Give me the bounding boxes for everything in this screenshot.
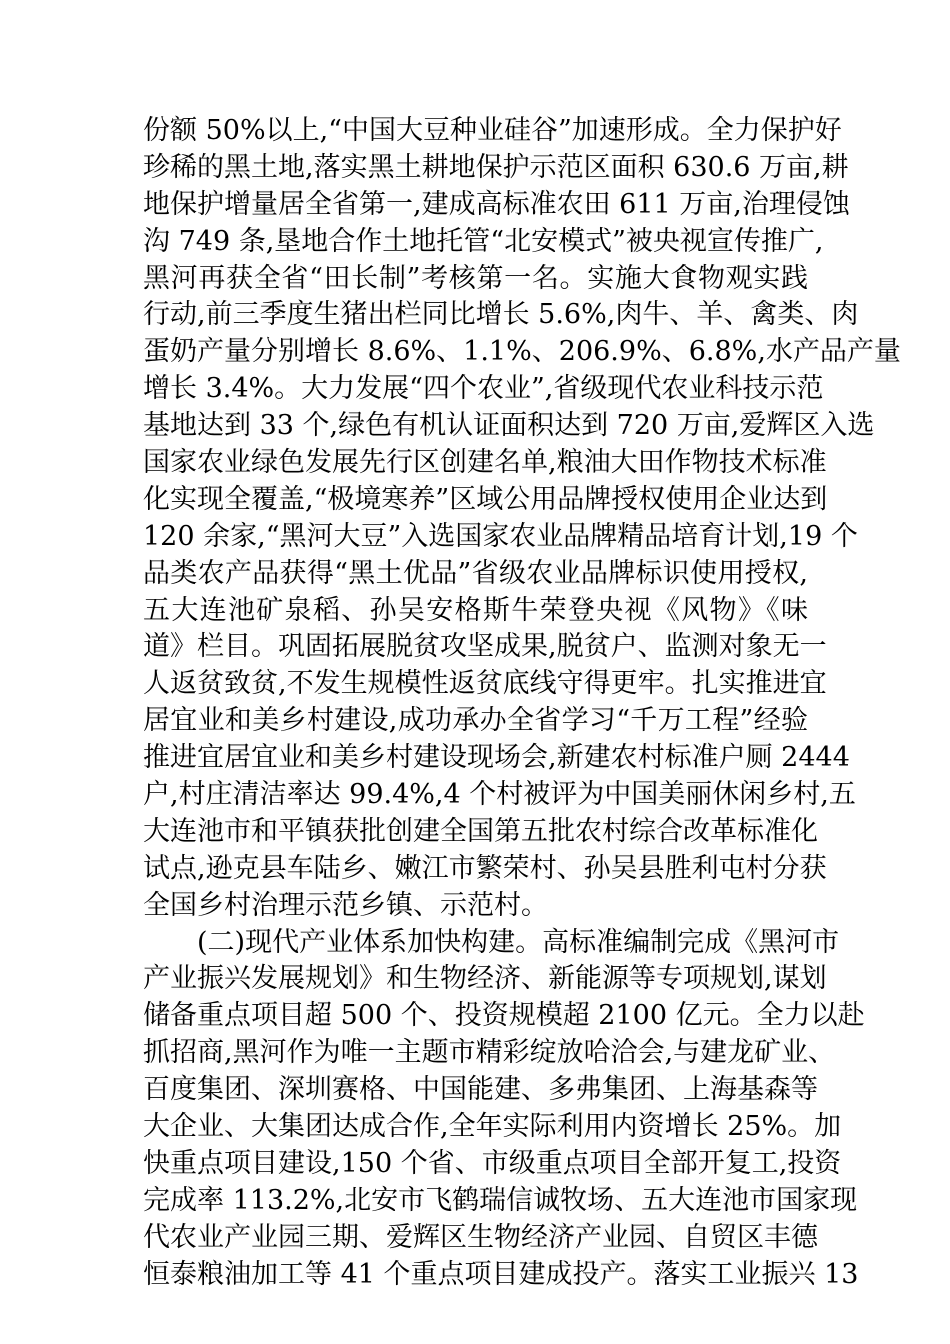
text-line: 基地达到 33 个,绿色有机认证面积达到 720 万亩,爱辉区入选 <box>143 410 875 442</box>
text-line: 完成率 113.2%,北安市飞鹤瑞信诚牧场、五大连池市国家现 <box>143 1184 858 1216</box>
text-line: 份额 50%以上,“中国大豆种业硅谷”加速形成。全力保护好 <box>143 115 842 146</box>
text-line: 五大连池矿泉稻、孙吴安格斯牛荣登央视《风物》《味 <box>143 594 808 626</box>
body-text <box>143 113 901 1294</box>
text-line: 增长 3.4%。大力发展“四个农业”,省级现代农业科技示范 <box>143 373 824 405</box>
text-line: 快重点项目建设,150 个省、市级重点项目全部开复工,投资 <box>143 1147 842 1179</box>
text-line: 百度集团、深圳赛格、中国能建、多弗集团、上海基森等 <box>143 1074 818 1106</box>
text-line: 道》栏目。巩固拓展脱贫攻坚成果,脱贫户、监测对象无一 <box>143 631 827 663</box>
text-line: 储备重点项目超 500 个、投资规模超 2100 亿元。全力以赴 <box>143 1000 865 1032</box>
text-line: 推进宜居宜业和美乡村建设现场会,新建农村标准户厕 2444 <box>143 742 850 774</box>
text-line: 120 余家,“黑河大豆”入选国家农业品牌精品培育计划,19 个 <box>143 520 858 552</box>
text-line: 沟 749 条,垦地合作土地托管“北安模式”被央视宣传推广, <box>143 225 824 257</box>
text-line: 国家农业绿色发展先行区创建名单,粮油大田作物技术标准 <box>143 447 827 479</box>
text-line: 户,村庄清洁率达 99.4%,4 个村被评为中国美丽休闲乡村,五 <box>143 779 856 811</box>
text-line: 地保护增量居全省第一,建成高标准农田 611 万亩,治理侵蚀 <box>143 188 850 220</box>
text-line: 抓招商,黑河作为唯一主题市精彩绽放哈洽会,与建龙矿业、 <box>143 1037 836 1069</box>
text-line: 人返贫致贫,不发生规模性返贫底线守得更牢。扎实推进宜 <box>143 668 827 700</box>
paragraph-end-line: 全国乡村治理示范乡镇、示范村。 <box>143 889 548 921</box>
text-line: 试点,逊克县车陆乡、嫩江市繁荣村、孙吴县胜利屯村分获 <box>143 852 827 884</box>
text-line: 珍稀的黑土地,落实黑土耕地保护示范区面积 630.6 万亩,耕 <box>143 151 849 183</box>
text-line: 恒泰粮油加工等 41 个重点项目建成投产。落实工业振兴 13 <box>143 1258 859 1290</box>
text-line: 大连池市和平镇获批创建全国第五批农村综合改革标准化 <box>143 815 818 847</box>
text-line: 蛋奶产量分别增长 8.6%、1.1%、206.9%、6.8%,水产品产量 <box>143 336 901 368</box>
text-line: 产业振兴发展规划》和生物经济、新能源等专项规划,谋划 <box>143 963 827 995</box>
text-line: 代农业产业园三期、爱辉区生物经济产业园、自贸区丰德 <box>143 1221 818 1253</box>
text-line: 居宜业和美乡村建设,成功承办全省学习“千万工程”经验 <box>143 705 808 737</box>
text-line: 行动,前三季度生猪出栏同比增长 5.6%,肉牛、羊、禽类、肉 <box>143 299 859 331</box>
section-heading-line: (二)现代产业体系加快构建。高标准编制完成《黑河市 <box>197 926 840 958</box>
text-line: 黑河再获全省“田长制”考核第一名。实施大食物观实践 <box>143 262 808 294</box>
text-line: 品类农产品获得“黑土优品”省级农业品牌标识使用授权, <box>143 557 808 589</box>
text-line: 化实现全覆盖,“极境寒养”区域公用品牌授权使用企业达到 <box>143 483 828 515</box>
text-line: 大企业、大集团达成合作,全年实际利用内资增长 25%。加 <box>143 1111 842 1143</box>
